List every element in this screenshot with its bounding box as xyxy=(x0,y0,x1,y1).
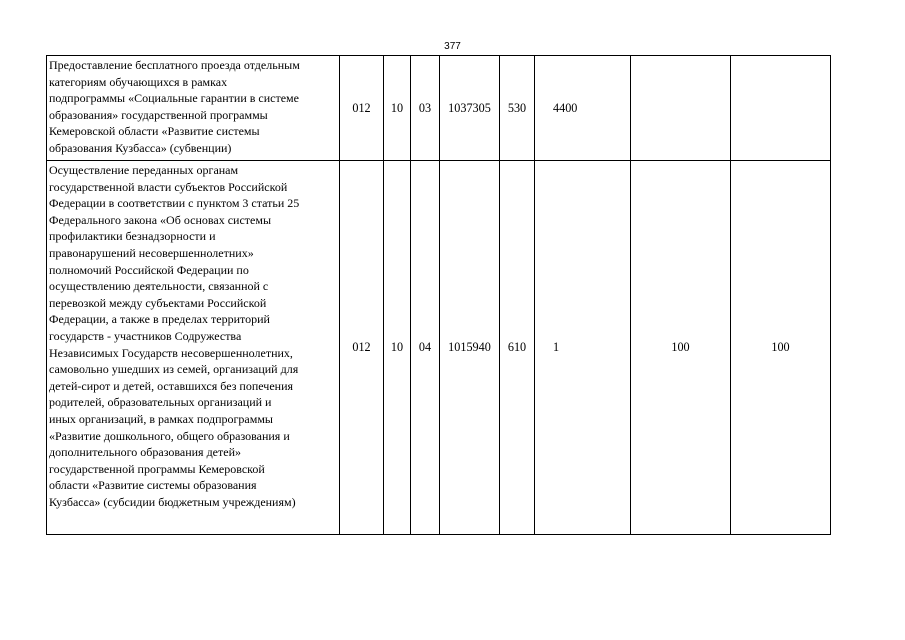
section-code-cell: 10 xyxy=(384,56,411,161)
amount-cell-1: 1 xyxy=(535,161,631,535)
description-cell: Предоставление бесплатного проезда отдельным категориям обучающихся в рамках подпрограммы «Социальные гарантии в системе образования» государственной программы Кемеровской области «Развитие системы образования Кузбасса» (субвенции) xyxy=(47,56,340,161)
ministry-code-cell: 012 xyxy=(340,161,384,535)
amount-cell-2: 100 xyxy=(631,161,731,535)
amount-cell-3: 100 xyxy=(731,161,831,535)
table-row xyxy=(47,56,831,161)
page-number: 377 xyxy=(444,41,461,52)
budget-table xyxy=(46,55,831,535)
amount-cell-2 xyxy=(631,56,731,161)
subsection-code-cell: 03 xyxy=(411,56,440,161)
subsection-code-cell: 04 xyxy=(411,161,440,535)
section-code-cell: 10 xyxy=(384,161,411,535)
target-article-cell: 1015940 xyxy=(440,161,500,535)
amount-cell-3 xyxy=(731,56,831,161)
table-row xyxy=(47,161,831,535)
ministry-code-cell: 012 xyxy=(340,56,384,161)
description-cell: Осуществление переданных органам государственной власти субъектов Российской Федерации в соответствии с пунктом 3 статьи 25 Федерального закона «Об основах системы профилактики безнадзорности и правонарушений несовершеннолетних» полномочий Российской Федерации по осуществлению деятельности, связанной с перевозкой между субъектами Российской Федерации, а также в пределах территорий государств - участников Содружества Независимых Государств несовершеннолетних, самовольно ушедших из семей, организаций для детей-сирот и детей, оставшихся без попечения родителей, образовательных организаций и иных организаций, в рамках подпрограммы «Развитие дошкольного, общего образования и дополнительного образования детей» государственной программы Кемеровской области «Развитие системы образования Кузбасса» (субсидии бюджетным учреждениям) xyxy=(47,161,340,535)
expense-type-cell: 530 xyxy=(500,56,535,161)
amount-cell-1: 4400 xyxy=(535,56,631,161)
expense-type-cell: 610 xyxy=(500,161,535,535)
target-article-cell: 1037305 xyxy=(440,56,500,161)
